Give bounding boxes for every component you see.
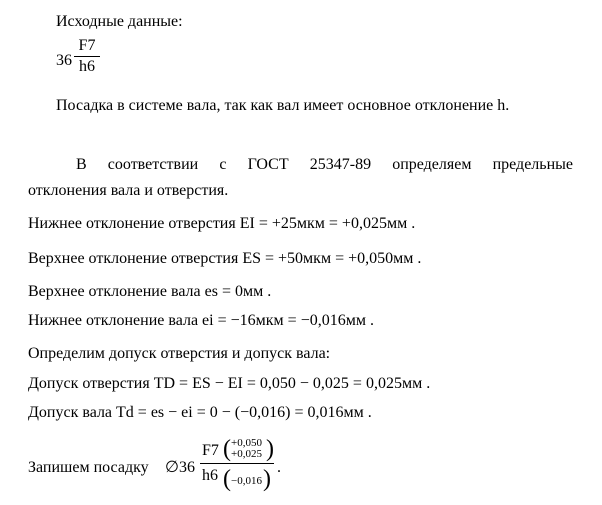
final-fit-label: Запишем посадку bbox=[28, 459, 149, 476]
fit-fraction bbox=[74, 37, 100, 76]
close-paren: ) bbox=[266, 436, 274, 462]
deviation-row bbox=[28, 249, 421, 269]
close-paren: ) bbox=[263, 466, 271, 492]
final-fit-fraction bbox=[200, 436, 274, 490]
final-fit-numerator bbox=[200, 436, 274, 461]
hole-upper-deviation: +0,050 bbox=[231, 437, 262, 449]
fraction-bar bbox=[74, 56, 100, 57]
shaft-lower-deviation: −0,016 bbox=[231, 475, 262, 487]
tolerance-row bbox=[28, 403, 372, 423]
deviation-formula: ei = −16мкм = −0,016мм . bbox=[202, 312, 374, 329]
deviation-row bbox=[28, 282, 271, 302]
deviation-label: Верхнее отклонение вала bbox=[28, 283, 201, 300]
gost-para-line-1: В соответствии с ГОСТ 25347-89 определяем предельные bbox=[76, 156, 573, 173]
initial-data-heading: Исходные данные: bbox=[56, 13, 183, 30]
deviation-row bbox=[28, 214, 415, 234]
system-note: Посадка в системе вала, так как вал имеет основное отклонение h. bbox=[56, 97, 510, 114]
deviation-formula: ES = +50мкм = +0,050мм . bbox=[242, 250, 422, 267]
tolerance-heading: Определим допуск отверстия и допуск вала: bbox=[28, 345, 331, 362]
deviation-formula: es = 0мм . bbox=[204, 283, 272, 300]
fit-size: 36 bbox=[56, 52, 72, 69]
open-paren: ( bbox=[223, 436, 231, 462]
tolerance-formula: Td = es − ei = 0 − (−0,016) = 0,016мм . bbox=[116, 404, 372, 421]
tolerance-row bbox=[28, 374, 430, 394]
gost-para-line-2: отклонения вала и отверстия. bbox=[28, 182, 229, 199]
hole-lower-deviation: +0,025 bbox=[231, 448, 262, 460]
tolerance-label: Допуск отверстия bbox=[28, 375, 150, 392]
final-fit-denominator bbox=[200, 464, 274, 490]
final-hole-tolerance: F7 bbox=[202, 442, 219, 459]
tolerance-label: Допуск вала bbox=[28, 404, 113, 421]
hole-tolerance: F7 bbox=[78, 37, 96, 54]
final-fit-end: . bbox=[277, 459, 281, 476]
deviation-label: Нижнее отклонение отверстия bbox=[28, 215, 236, 232]
deviation-row bbox=[28, 311, 374, 331]
tolerance-formula: TD = ES − EI = 0,050 − 0,025 = 0,025мм . bbox=[153, 375, 431, 392]
deviation-formula: EI = +25мкм = +0,025мм . bbox=[239, 215, 416, 232]
final-shaft-tolerance: h6 bbox=[202, 467, 218, 484]
deviation-label: Нижнее отклонение вала bbox=[28, 312, 199, 329]
open-paren: ( bbox=[223, 466, 231, 492]
deviation-label: Верхнее отклонение отверстия bbox=[28, 250, 239, 267]
final-fit-prefix: ∅36 bbox=[165, 459, 195, 476]
shaft-tolerance: h6 bbox=[79, 58, 95, 75]
